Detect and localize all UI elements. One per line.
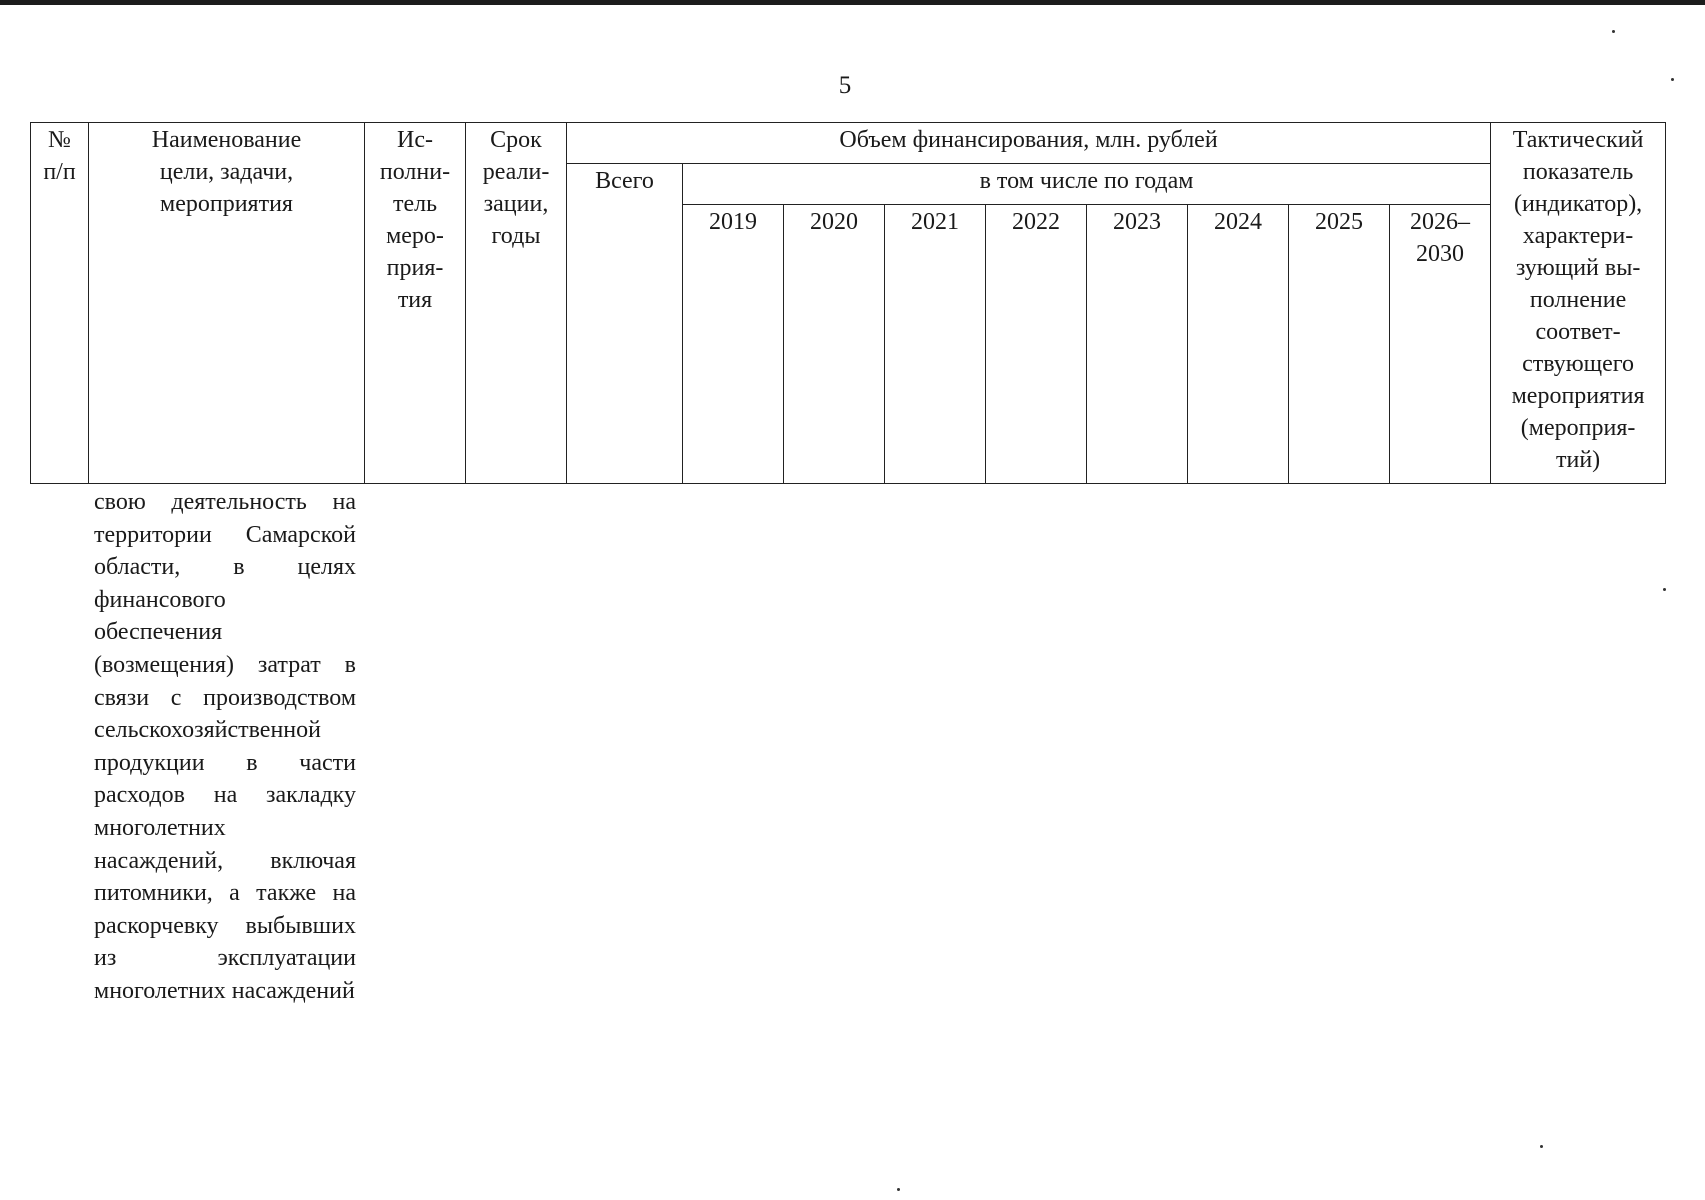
header-year-2025: 2025: [1289, 205, 1390, 484]
scan-speck: [1540, 1145, 1543, 1148]
page-number: 5: [838, 72, 852, 99]
funding-table: [30, 122, 1666, 484]
header-year-2022: 2022: [986, 205, 1087, 484]
header-total: Всего: [567, 164, 683, 484]
scan-speck: [897, 1188, 900, 1191]
header-term: Срок реали- зации, годы: [466, 123, 567, 484]
header-by-years: в том числе по годам: [683, 164, 1491, 205]
header-year-2021: 2021: [885, 205, 986, 484]
scan-speck: [1612, 30, 1615, 33]
header-num: № п/п: [31, 123, 89, 484]
header-year-2024: 2024: [1188, 205, 1289, 484]
continuation-text: [94, 486, 356, 1008]
header-year-2023: 2023: [1087, 205, 1188, 484]
header-year-2019: 2019: [683, 205, 784, 484]
scan-speck: [1671, 78, 1674, 81]
header-year-2020: 2020: [784, 205, 885, 484]
header-funding: Объем финансирования, млн. рублей: [567, 123, 1491, 164]
header-year-2026-2030: 2026– 2030: [1390, 205, 1491, 484]
header-name: Наименование цели, задачи, мероприятия: [89, 123, 365, 484]
continuation-paragraph: свою деятельность на территории Самарской области, в целях финансового обеспечения (возмещения) затрат в связи с производством сельскохозяйственной продукции в части расходов на закладку многолетних насаждений, включая питомники, а также на раскорчевку выбывших из эксплуатации многолетних насаждений: [94, 489, 356, 1004]
scan-top-edge: [0, 0, 1705, 5]
header-executor: Ис- полни- тель меро- прия- тия: [365, 123, 466, 484]
scan-speck: [1663, 588, 1666, 591]
header-indicator: Тактический показатель (индикатор), характери- зующий вы- полнение соответ- ствующего мероприятия (мероприя- тий): [1491, 123, 1666, 484]
